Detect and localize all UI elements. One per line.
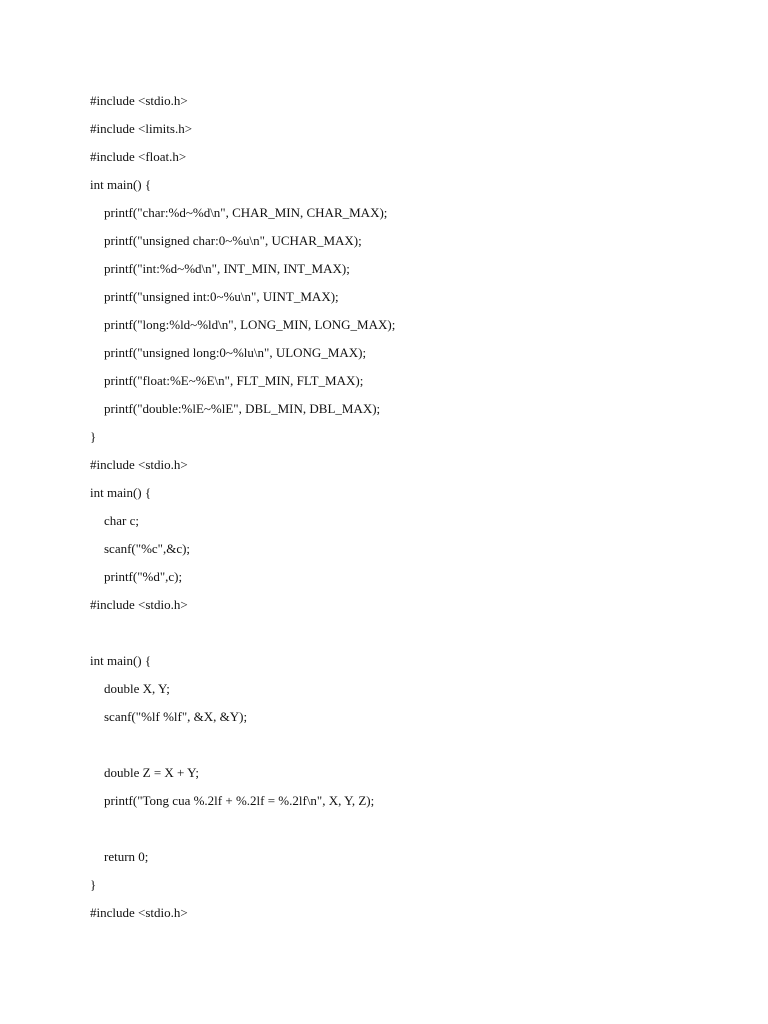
code-line: printf("unsigned char:0~%u\n", UCHAR_MAX); [104,233,362,248]
code-line: scanf("%c",&c); [104,541,191,556]
code-line: int main() { [90,485,152,500]
code-line: #include <stdio.h> [90,905,188,920]
code-line: printf("double:%lE~%lE", DBL_MIN, DBL_MAX); [104,401,381,416]
code-line: printf("float:%E~%E\n", FLT_MIN, FLT_MAX); [104,373,364,388]
code-line: } [90,429,97,444]
code-line: double X, Y; [104,681,170,696]
code-line: } [90,877,97,892]
blank-line [90,818,730,846]
code-line: double Z = X + Y; [104,765,199,780]
code-line: int main() { [90,653,152,668]
code-line: printf("unsigned long:0~%lu\n", ULONG_MAX); [104,345,367,360]
blank-line [90,622,730,650]
code-line: #include <stdio.h> [90,457,188,472]
code-line: char c; [104,513,140,528]
code-line: return 0; [104,849,149,864]
code-line: printf("Tong cua %.2lf + %.2lf = %.2lf\n", X, Y, Z); [104,793,375,808]
code-line: #include <stdio.h> [90,597,188,612]
blank-line [90,734,730,762]
code-line: scanf("%lf %lf", &X, &Y); [104,709,248,724]
code-line: printf("unsigned int:0~%u\n", UINT_MAX); [104,289,339,304]
code-line: printf("long:%ld~%ld\n", LONG_MIN, LONG_MAX); [104,317,396,332]
code-line: printf("char:%d~%d\n", CHAR_MIN, CHAR_MAX); [104,205,388,220]
document-body [90,90,730,930]
code-line: int main() { [90,177,152,192]
code-line: printf("int:%d~%d\n", INT_MIN, INT_MAX); [104,261,350,276]
code-line: #include <limits.h> [90,121,193,136]
code-line: printf("%d",c); [104,569,183,584]
code-line: #include <float.h> [90,149,187,164]
code-line: #include <stdio.h> [90,93,188,108]
